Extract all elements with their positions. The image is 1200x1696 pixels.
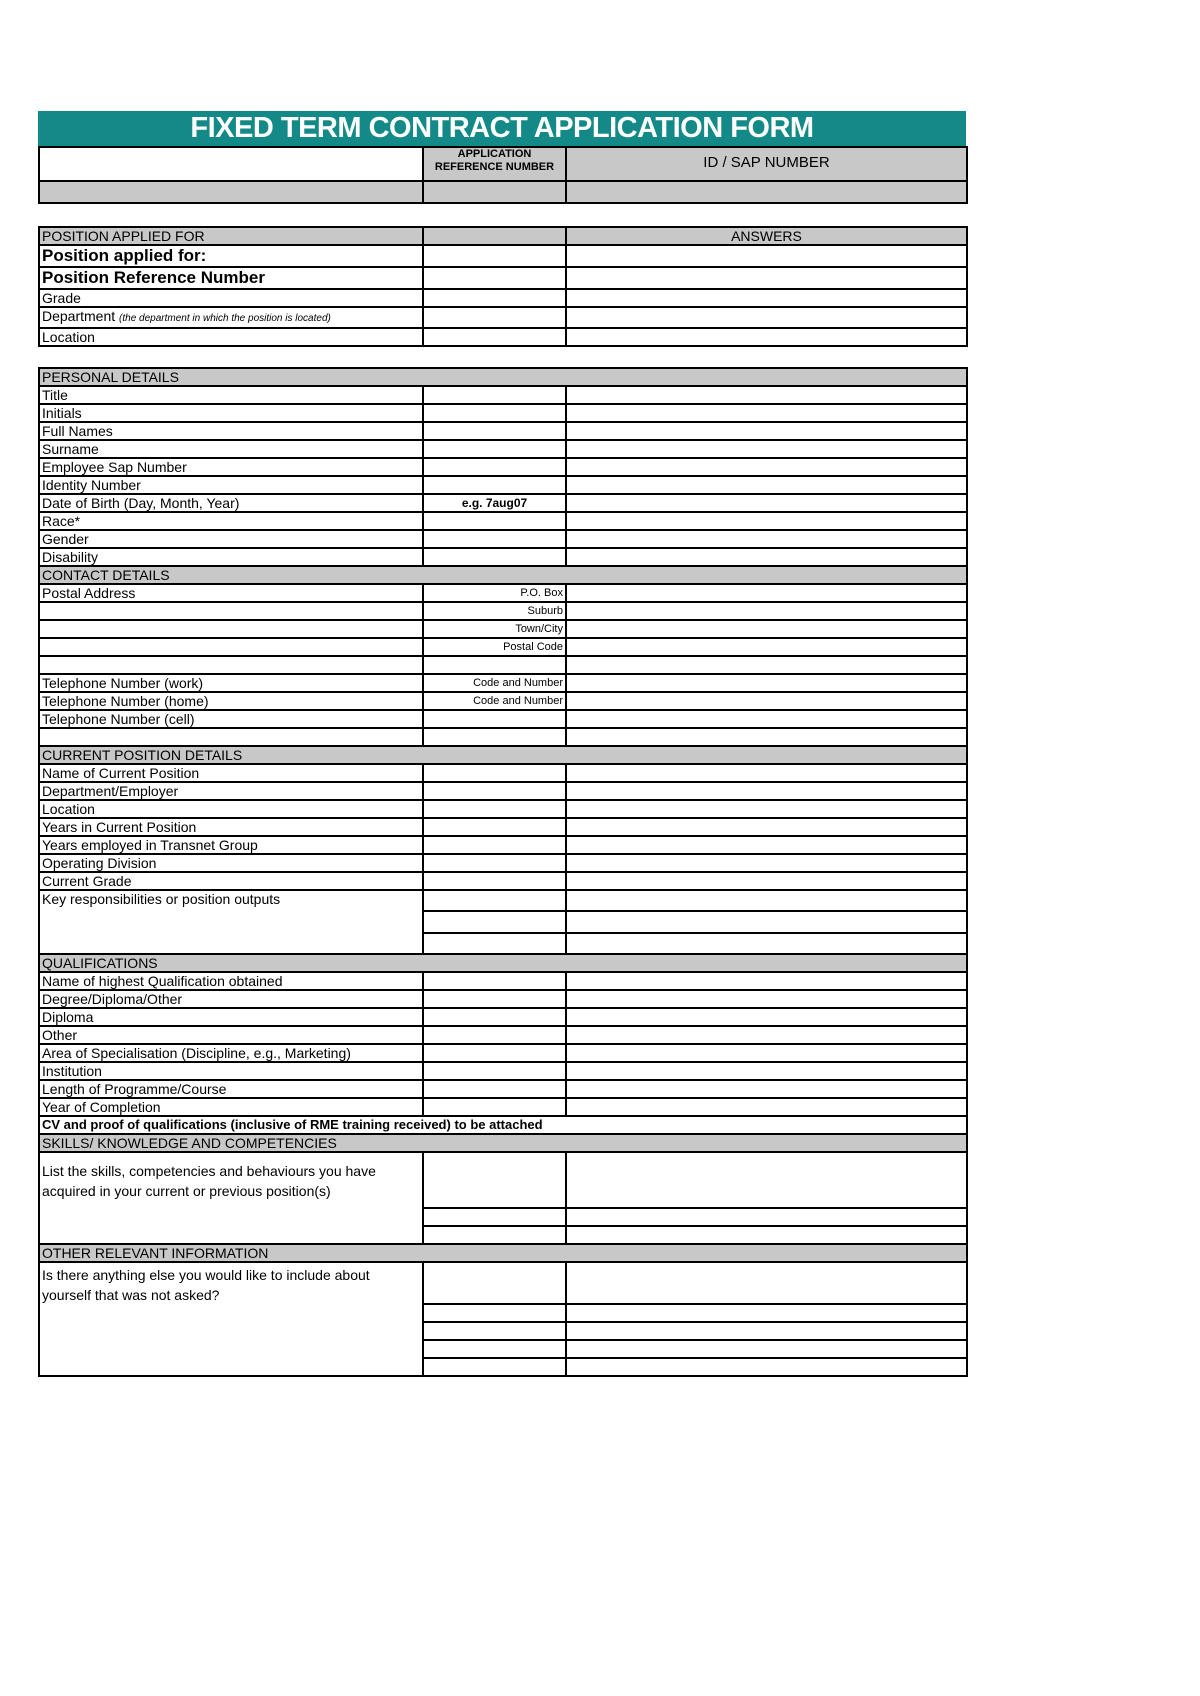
input-cell[interactable] [423, 911, 566, 932]
answer-cell[interactable] [566, 512, 967, 530]
blank-label [39, 602, 423, 620]
answer-cell[interactable] [566, 872, 967, 890]
input-cell[interactable] [423, 1358, 566, 1376]
input-cell[interactable] [423, 710, 566, 728]
app-ref-label: APPLICATION REFERENCE NUMBER [423, 147, 566, 181]
answer-cell[interactable] [566, 1098, 967, 1116]
input-cell[interactable] [423, 872, 566, 890]
section-heading: PERSONAL DETAILS [39, 368, 967, 386]
id-sap-label: ID / SAP NUMBER [566, 147, 967, 181]
input-cell[interactable] [423, 458, 566, 476]
row-label: Date of Birth (Day, Month, Year) [39, 494, 423, 512]
application-form [38, 111, 966, 1377]
answer-cell[interactable] [566, 1008, 967, 1026]
input-cell[interactable] [423, 890, 566, 911]
row-label: Gender [39, 530, 423, 548]
field-hint: P.O. Box [423, 584, 566, 602]
row-label: Degree/Diploma/Other [39, 990, 423, 1008]
answer-cell[interactable] [566, 933, 967, 954]
row-label: Location [39, 328, 423, 346]
row-label: Name of Current Position [39, 764, 423, 782]
app-ref-field[interactable] [423, 181, 566, 203]
header-blank-cell [39, 147, 423, 181]
input-cell[interactable] [423, 1008, 566, 1026]
answer-cell[interactable] [566, 289, 967, 307]
answer-cell[interactable] [566, 476, 967, 494]
answer-cell[interactable] [566, 1044, 967, 1062]
answer-cell[interactable] [566, 307, 967, 328]
answer-cell[interactable] [566, 404, 967, 422]
section-heading: CONTACT DETAILS [39, 566, 967, 584]
input-cell[interactable] [423, 1152, 566, 1208]
input-cell[interactable] [423, 440, 566, 458]
field-hint: Code and Number [423, 692, 566, 710]
row-label: Identity Number [39, 476, 423, 494]
input-cell[interactable] [423, 530, 566, 548]
position-table [38, 226, 968, 347]
input-cell[interactable] [423, 1262, 566, 1304]
input-cell[interactable] [423, 1098, 566, 1116]
answer-cell[interactable] [566, 1208, 967, 1226]
spacer [38, 204, 966, 226]
input-cell[interactable] [423, 1044, 566, 1062]
answer-cell[interactable] [566, 710, 967, 728]
answer-cell[interactable] [566, 494, 967, 512]
answer-cell[interactable] [566, 990, 967, 1008]
row-label: Title [39, 386, 423, 404]
input-cell[interactable] [423, 854, 566, 872]
input-cell[interactable] [423, 990, 566, 1008]
input-cell[interactable] [423, 1322, 566, 1340]
department-label [39, 307, 423, 328]
header-field-blank[interactable] [39, 181, 423, 203]
row-label: Location [39, 800, 423, 818]
answer-cell[interactable] [566, 764, 967, 782]
row-label: Grade [39, 289, 423, 307]
answer-cell[interactable] [566, 782, 967, 800]
row-label: Operating Division [39, 854, 423, 872]
input-cell[interactable] [423, 245, 566, 267]
department-note: (the department in which the position is located) [119, 313, 331, 324]
input-cell[interactable] [423, 512, 566, 530]
input-cell[interactable] [423, 422, 566, 440]
input-cell[interactable] [423, 728, 566, 746]
section-heading: OTHER RELEVANT INFORMATION [39, 1244, 967, 1262]
row-label: Year of Completion [39, 1098, 423, 1116]
answer-cell[interactable] [566, 1062, 967, 1080]
answer-cell[interactable] [566, 602, 967, 620]
answer-cell[interactable] [566, 728, 967, 746]
row-label: Telephone Number (cell) [39, 710, 423, 728]
input-cell[interactable] [423, 972, 566, 990]
input-cell[interactable] [423, 1226, 566, 1244]
input-cell[interactable] [423, 764, 566, 782]
answer-cell[interactable] [566, 245, 967, 267]
answer-cell[interactable] [566, 328, 967, 346]
answer-cell[interactable] [566, 638, 967, 656]
details-table [38, 367, 968, 1377]
input-cell[interactable] [423, 800, 566, 818]
answer-cell[interactable] [566, 1304, 967, 1322]
input-cell[interactable] [423, 404, 566, 422]
row-label: Institution [39, 1062, 423, 1080]
input-cell[interactable] [423, 289, 566, 307]
row-label: Current Grade [39, 872, 423, 890]
row-label: Area of Specialisation (Discipline, e.g., Marketing) [39, 1044, 423, 1062]
header-table [38, 146, 968, 204]
section-heading: CURRENT POSITION DETAILS [39, 746, 967, 764]
row-label: Disability [39, 548, 423, 566]
row-label: Diploma [39, 1008, 423, 1026]
answer-cell[interactable] [566, 656, 967, 674]
input-cell[interactable] [423, 818, 566, 836]
other-prompt: Is there anything else you would like to include about yourself that was not asked? [39, 1262, 423, 1376]
section-heading: QUALIFICATIONS [39, 954, 967, 972]
input-cell[interactable] [423, 1062, 566, 1080]
row-label: Department [42, 308, 116, 324]
input-cell[interactable] [423, 1208, 566, 1226]
input-cell[interactable] [423, 548, 566, 566]
dob-example: e.g. 7aug07 [423, 494, 566, 512]
answer-cell[interactable] [566, 530, 967, 548]
answer-cell[interactable] [566, 1152, 967, 1208]
form-title: FIXED TERM CONTRACT APPLICATION FORM [38, 111, 966, 146]
input-cell[interactable] [423, 267, 566, 289]
answer-cell[interactable] [566, 620, 967, 638]
input-cell[interactable] [423, 476, 566, 494]
input-cell[interactable] [423, 656, 566, 674]
answer-cell[interactable] [566, 911, 967, 932]
row-label: Telephone Number (work) [39, 674, 423, 692]
answer-cell[interactable] [566, 1340, 967, 1358]
row-label: Postal Address [39, 584, 423, 602]
answer-cell[interactable] [566, 584, 967, 602]
blank-label [39, 620, 423, 638]
answer-cell[interactable] [566, 692, 967, 710]
answer-cell[interactable] [566, 267, 967, 289]
qualifications-note: CV and proof of qualifications (inclusive of RME training received) to be attached [39, 1116, 967, 1134]
input-cell[interactable] [423, 836, 566, 854]
answer-cell[interactable] [566, 458, 967, 476]
answer-cell[interactable] [566, 674, 967, 692]
blank-label [39, 638, 423, 656]
blank-cell [423, 227, 566, 245]
input-cell[interactable] [423, 1026, 566, 1044]
row-label: Position Reference Number [39, 267, 423, 289]
answer-cell[interactable] [566, 836, 967, 854]
answer-cell[interactable] [566, 1322, 967, 1340]
input-cell[interactable] [423, 782, 566, 800]
answer-cell[interactable] [566, 800, 967, 818]
input-cell[interactable] [423, 386, 566, 404]
row-label: Initials [39, 404, 423, 422]
row-label: Department/Employer [39, 782, 423, 800]
section-heading: POSITION APPLIED FOR [39, 227, 423, 245]
answers-heading: ANSWERS [566, 227, 967, 245]
answer-cell[interactable] [566, 1358, 967, 1376]
input-cell[interactable] [423, 1080, 566, 1098]
input-cell[interactable] [423, 307, 566, 328]
answer-cell[interactable] [566, 1026, 967, 1044]
input-cell[interactable] [423, 1304, 566, 1322]
row-label: Position applied for: [39, 245, 423, 267]
answer-cell[interactable] [566, 854, 967, 872]
row-label: Name of highest Qualification obtained [39, 972, 423, 990]
blank-label [39, 728, 423, 746]
answer-cell[interactable] [566, 1226, 967, 1244]
answer-cell[interactable] [566, 422, 967, 440]
skills-prompt: List the skills, competencies and behaviours you have acquired in your current or previous position(s) [39, 1152, 423, 1244]
answer-cell[interactable] [566, 386, 967, 404]
answer-cell[interactable] [566, 972, 967, 990]
answer-cell[interactable] [566, 1080, 967, 1098]
answer-cell[interactable] [566, 818, 967, 836]
row-label: Length of Programme/Course [39, 1080, 423, 1098]
spacer [38, 347, 966, 367]
field-hint: Town/City [423, 620, 566, 638]
blank-label [39, 656, 423, 674]
row-label: Full Names [39, 422, 423, 440]
answer-cell[interactable] [566, 890, 967, 911]
section-heading: SKILLS/ KNOWLEDGE AND COMPETENCIES [39, 1134, 967, 1152]
answer-cell[interactable] [566, 1262, 967, 1304]
row-label: Years employed in Transnet Group [39, 836, 423, 854]
key-resp-label: Key responsibilities or position outputs [39, 890, 423, 954]
answer-cell[interactable] [566, 440, 967, 458]
field-hint: Postal Code [423, 638, 566, 656]
row-label: Race* [39, 512, 423, 530]
input-cell[interactable] [423, 328, 566, 346]
row-label: Telephone Number (home) [39, 692, 423, 710]
row-label: Surname [39, 440, 423, 458]
field-hint: Code and Number [423, 674, 566, 692]
row-label: Employee Sap Number [39, 458, 423, 476]
id-sap-field[interactable] [566, 181, 967, 203]
input-cell[interactable] [423, 933, 566, 954]
answer-cell[interactable] [566, 548, 967, 566]
row-label: Other [39, 1026, 423, 1044]
row-label: Years in Current Position [39, 818, 423, 836]
input-cell[interactable] [423, 1340, 566, 1358]
field-hint: Suburb [423, 602, 566, 620]
